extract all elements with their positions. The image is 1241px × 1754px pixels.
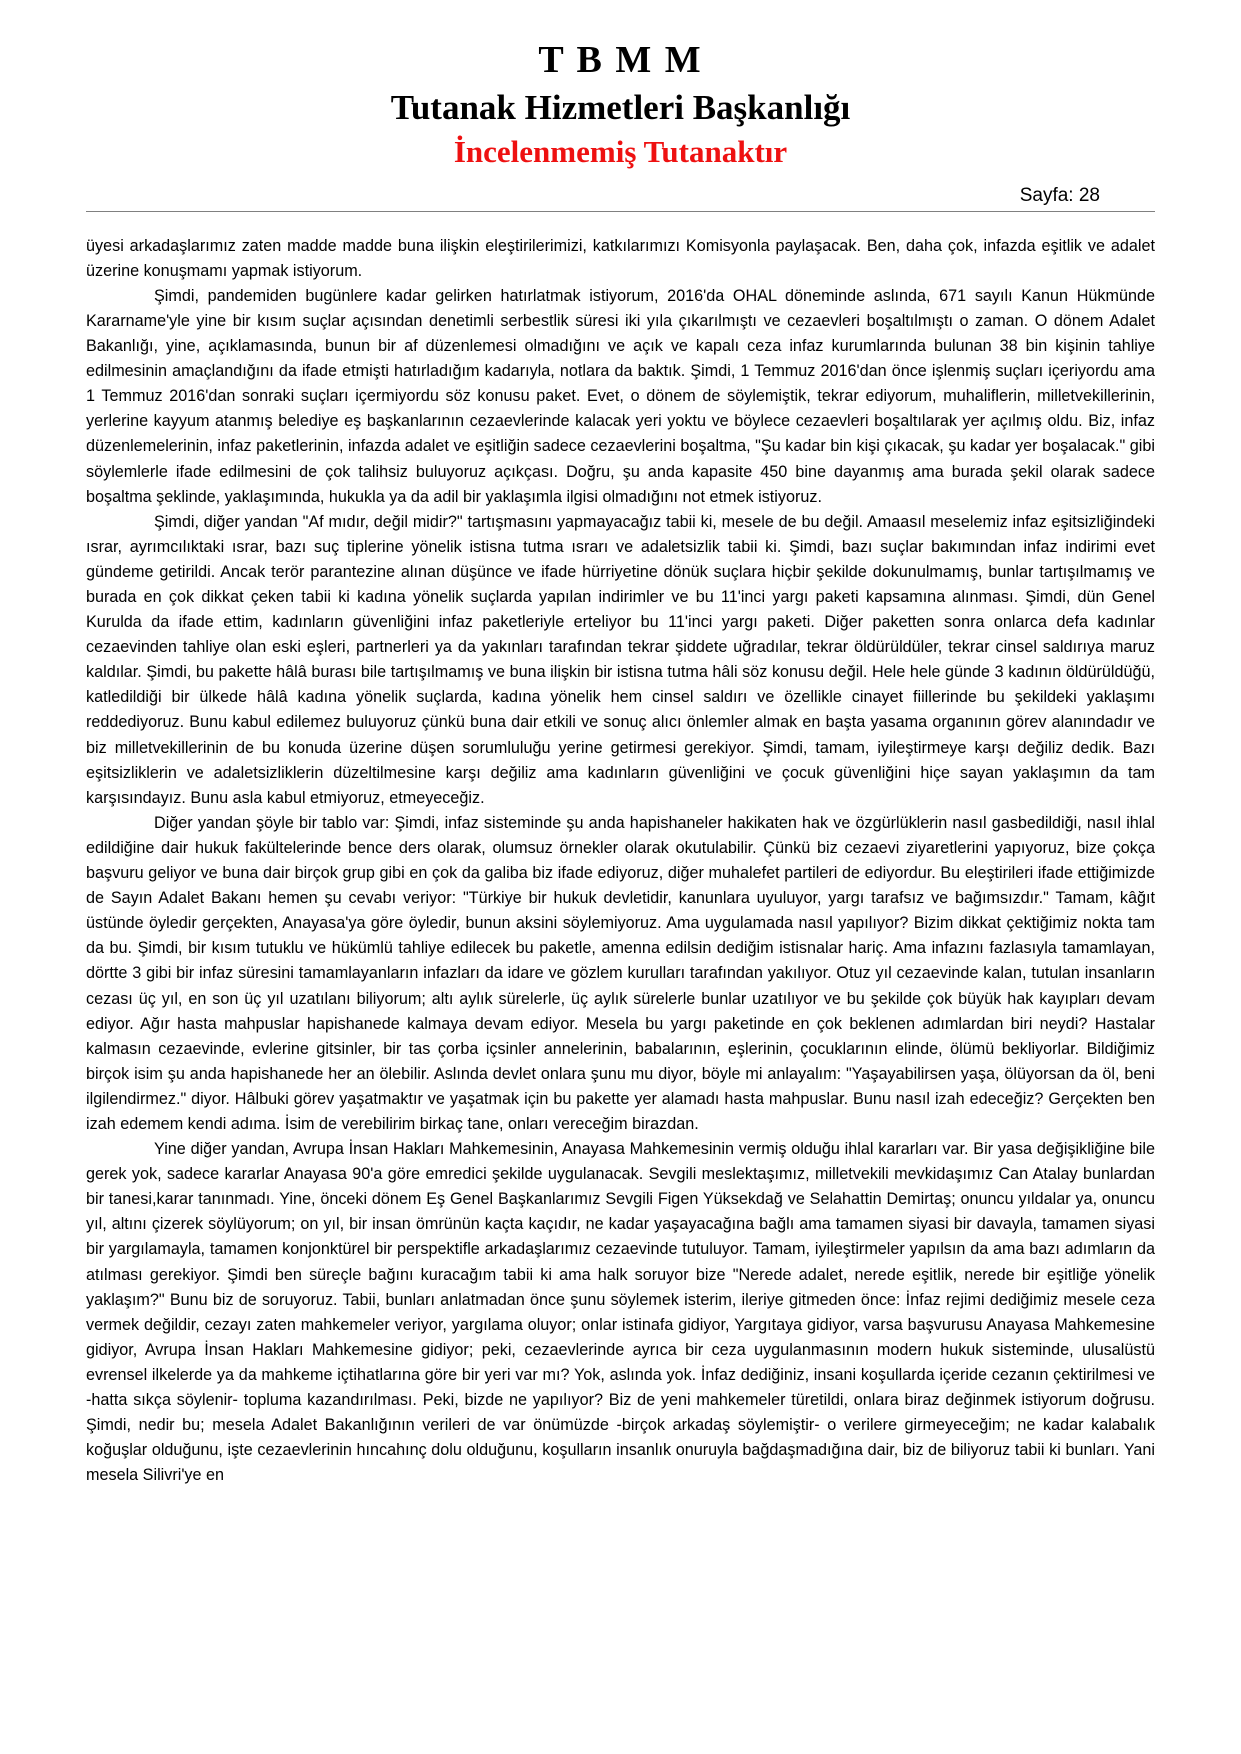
department-title: Tutanak Hizmetleri Başkanlığı: [390, 87, 851, 127]
paragraph: Şimdi, diğer yandan "Af mıdır, değil midir?" tartışmasını yapmayacağız tabii ki, mesele de bu değil. Amaasıl meselemiz infaz eşitsizliğindeki ısrar, ayrımcılıktaki ısrar, bazı suç tiplerine yönelik istisna tutma ısrarı ve adaletsizlik tabii ki. Şimdi, bazı suçlar bakımından infaz indirimi evet gündeme getirildi. Ancak terör parantezine alınan düşünce ve ifade hürriyetine dönük suçlara hiçbir şekilde dokunulmamış, bunlar tartışılmamış ve burada en çok dikkat çeken tabii ki kadına yönelik suçlarda yapılan indirimler ve bu 11'inci yargı paketi kapsamına alınması. Şimdi, dün Genel Kurulda da ifade ettim, kadınların güvenliğini infaz paketleriyle erteliyor bu 11'inci yargı paketi. Diğer paketten sonra onlarca defa kadınlar cezaevinden tahliye olan eski eşleri, partnerleri ya da yakınları tarafından tekrar şiddete uğradılar, tekrar öldürüldüler, tekrar cinsel saldırıya maruz kaldılar. Şimdi, bu pakette hâlâ burası bile tartışılmamış ve buna ilişkin bir istisna tutma hâli söz konusu değil. Hele hele günde 3 kadının öldürüldüğü, katledildiği bir ülkede hâlâ kadına yönelik suçlarda, kadına yönelik hem cinsel saldırı ve özellikle cinayet fiillerinde bu şekildeki yaklaşımı reddediyoruz. Bunu kabul edilemez buluyoruz çünkü buna dair etkili ve sonuç alıcı önlemler almak en başta yasama organının görev alanındadır ve biz milletvekillerinin de bu konuda üzerine düşen sorumluluğu yerine getirmesi gerekiyor. Şimdi, tamam, iyileştirmeye karşı değiliz dedik. Bazı eşitsizliklerin ve adaletsizliklerin düzeltilmesine karşı değiliz ama kadınların güvenliğini ve çocuk güvenliğini hiçe sayan yaklaşımın da tam karşısındayız. Bunu asla kabul etmiyoruz, etmeyeceğiz.: [86, 512, 1155, 807]
unreviewed-notice: İncelenmemiş Tutanaktır: [453, 134, 788, 170]
paragraph: Yine diğer yandan, Avrupa İnsan Hakları Mahkemesinin, Anayasa Mahkemesinin vermiş olduğu ihlal kararları var. Bir yasa değişikliğine bile gerek yok, sadece kararlar Anayasa 90'a göre emredici şekilde uygulanacak. Sevgili meslektaşımız, milletvekili mevkidaşımız Can Atalay bunlardan bir tanesi,karar tanınmadı. Yine, önceki dönem Eş Genel Başkanlarımız Sevgili Figen Yüksekdağ ve Selahattin Demirtaş; onuncu yıldalar ya, onuncu yıl, altını çizerek söylüyorum; on yıl, bir insan ömrünün kaçta kaçıdır, ne kadar yaşayacağına bağlı ama tamamen siyasi bir davayla, tamamen siyasi bir yargılamayla, tamamen konjonktürel bir perspektifle arkadaşlarımız cezaevinde tutuluyor. Tamam, iyileştirmeler yapılsın da ama bazı adımların da atılması gerekiyor. Şimdi ben süreçle bağını kuracağım tabii ki ama halk soruyor bize "Nerede adalet, nerede eşitlik, nerede bir eşitliğe yönelik yaklaşım?" Bunu biz de soruyoruz. Tabii, bunları anlatmadan önce şunu söylemek isterim, ileriye gitmeden önce: İnfaz rejimi dediğimiz mesele ceza vermek değildir, cezayı zaten mahkemeler veriyor, yargılama oluyor; onlar istinafa gidiyor, Yargıtaya gidiyor, varsa başvurusu Anayasa Mahkemesine gidiyor, Avrupa İnsan Hakları Mahkemesine gidiyor; peki, cezaevlerinde ayrıca bir ceza uygulanmasının modern hukuk sisteminde, ulusalüstü evrensel ilkelerde ya da mahkeme içtihatlarına göre bir yeri var mı? Yok, aslında yok. İnfaz dediğiniz, insani koşullarda içeride cezanın çektirilmesi ve -hatta sıkça söylenir- topluma kazandırılması. Peki, bizde ne yapılıyor? Biz de yeni mahkemeler türetildi, onlara biraz değinmek istiyorum doğrusu. Şimdi, nedir bu; mesela Adalet Bakanlığının verileri de var önümüzde -birçok arkadaş söylemiştir- o verilere girmeyeceğim; ne kadar kalabalık koğuşlar olduğunu, işte cezaevlerinin hıncahınç dolu olduğunu, koşulların insanlık onuruyla bağdaşmadığına dair, biz de biliyoruz tabii ki bunları. Yani mesela Silivri'ye en: [86, 1140, 1155, 1485]
institution-title: T B M M: [538, 39, 703, 81]
document-header: [0, 0, 1241, 212]
page-meta: [0, 185, 1241, 207]
paragraph: Şimdi, pandemiden bugünlere kadar gelirken hatırlatmak istiyorum, 2016'da OHAL döneminde aslında, 671 sayılı Kanun Hükmünde Kararname'yle yine bir kısım suçlar açısından denetimli serbestlik süresi iki yıla çıkarılmıştı ve cezaevleri boşaltılmıştı o zaman. O dönem Adalet Bakanlığı, yine, açıklamasında, bunun bir af düzenlemesi olmadığını ve açık ve kapalı ceza infaz kurumlarında bulunan 38 bin kişinin tahliye edilmesinin amaçlandığını da ifade etmişti hatırladığım kadarıyla, notlara da baktık. Şimdi, 1 Temmuz 2016'dan önce işlenmiş suçları içeriyordu ama 1 Temmuz 2016'dan sonraki suçları içermiyordu söz konusu paket. Evet, o dönem de söylemiştik, tekrar ediyorum, muhaliflerin, milletvekillerinin, yerlerine kayyum atanmış belediye eş başkanlarının cezaevlerinde kalacak yeri yoktu ve böylece cezaevleri boşaltılarak yer açılmış oldu. Biz, infaz düzenlemelerinin, infaz paketlerinin, infazda adalet ve eşitliğin sadece cezaevlerini boşaltma, "Şu kadar bin kişi çıkacak, şu kadar yer boşalacak." gibi söylemlerle ifade edilmesini de çok talihsiz buluyoruz açıkçası. Doğru, şu anda kapasite 450 bine dayanmış ama burada şekil olarak sadece boşaltma şeklinde, yaklaşımında, hukukla ya da adil bir yaklaşımla ilgisi olmadığını not etmek istiyoruz.: [86, 286, 1155, 506]
paragraph: Diğer yandan şöyle bir tablo var: Şimdi, infaz sisteminde şu anda hapishaneler hakikaten hak ve özgürlüklerin nasıl gasbedildiği, nasıl ihlal edildiğine dair hukuk fakültelerinde bence ders olarak, olumsuz örnekler olarak okutulabilir. Çünkü biz cezaevi ziyaretlerini yapıyoruz, bize çokça başvuru geliyor ve buna dair birçok grup gibi en çok da galiba biz ifade ediyoruz, diğer muhalefet partileri de ediyordur. Bu eleştirileri ifade ettiğimizde de Sayın Adalet Bakanı hemen şu cevabı veriyor: "Türkiye bir hukuk devletidir, kanunlara uyuluyor, yargı tarafsız ve bağımsızdır." Tamam, kâğıt üstünde öyledir gerçekten, Anayasa'ya göre öyledir, bunun aksini söylemiyoruz. Ama uygulamada nasıl yapılıyor? Bizim dikkat çektiğimiz nokta tam da bu. Şimdi, bir kısım tutuklu ve hükümlü tahliye edilecek bu paketle, amenna edilsin dediğim istisnalar hariç. Ama infazını fazlasıyla tamamlayan, dörtte 3 gibi bir infaz süresini tamamlayanların infazları da idare ve gözlem kurulları tarafından yakılıyor. Otuz yıl cezaevinde kalan, tutulan insanların cezası üç yıl, en son üç yıl uzatılanı biliyorum; altı aylık sürelerle, üç aylık sürelerle bunlar uzatılıyor ve bu şekilde çok büyük hak kayıpları devam ediyor. Ağır hasta mahpuslar hapishanede kalmaya devam ediyor. Mesela bu yargı paketinde en çok beklenen adımlardan biri neydi? Hastalar kalmasın cezaevinde, evlerine gitsinler, bir tas çorba içsinler annelerinin, babalarının, eşlerinin, çocuklarının elinde, ölümü bekliyorlar. Bildiğimiz birçok isim şu anda hapishanede her an ölebilir. Aslında devlet onlara şunu mu diyor, böyle mi anlayalım: "Yaşayabilirsen yaşa, ölüyorsan da öl, beni ilgilendirmez." diyor. Hâlbuki görev yaşatmaktır ve yaşatmak için bu pakette yer alamadı hasta mahpuslar. Bunu nasıl izah edeceğiz? Gerçekten ben izah edemem kendi adıma. İsim de verebilirim birkaç tane, onları vereceğim birazdan.: [86, 813, 1155, 1133]
transcript-body: [0, 212, 1241, 1489]
paragraph: üyesi arkadaşlarımız zaten madde madde buna ilişkin eleştirilerimizi, katkılarımızı Komisyonla paylaşacak. Ben, daha çok, infazda eşitlik ve adalet üzerine konuşmamı yapmak istiyorum.: [86, 236, 1155, 280]
page-number-label: Sayfa: 28: [1019, 184, 1100, 206]
